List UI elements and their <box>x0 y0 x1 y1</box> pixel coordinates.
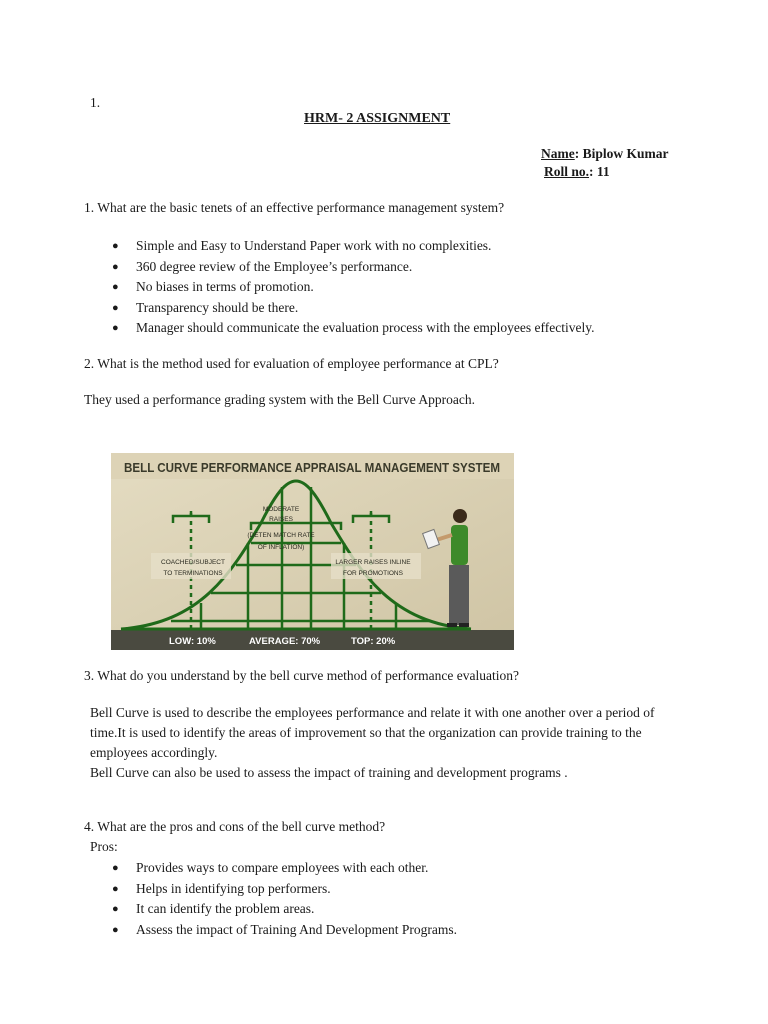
mid-label-line-3: (DETEN MATCH RATE <box>247 532 315 539</box>
question-4: 4. What are the pros and cons of the bell curve method? <box>84 819 386 834</box>
mid-label-line-2: RAISES <box>269 516 293 523</box>
bullet-icon: ● <box>112 301 119 314</box>
bell-curve-figure <box>111 453 514 650</box>
name-value: : Biplow Kumar <box>574 146 669 161</box>
bullet-icon: ● <box>112 882 119 895</box>
bullet-text: 360 degree review of the Employee’s performance. <box>136 258 413 274</box>
list-item <box>112 277 594 298</box>
right-label-line-2: FOR PROMOTIONS <box>343 570 403 577</box>
bullet-icon: ● <box>112 923 119 936</box>
bullet-text: No biases in terms of promotion. <box>136 279 314 294</box>
bullet-text: Transparency should be there. <box>136 299 299 315</box>
mid-label-line-4: OF INFLATION) <box>257 544 305 551</box>
list-item <box>112 920 457 941</box>
bell-curve-illustration <box>111 453 514 650</box>
left-label-line-2: TO TERMINATIONS <box>163 570 223 577</box>
answer-3-paragraph-2: Bell Curve can also be used to assess the impact of training and development programs . <box>90 765 568 780</box>
pros-bullet-list <box>112 858 457 940</box>
answer-3-paragraph-1: Bell Curve is used to describe the employees performance and relate it with one another over a period of time.It is used to identify the areas of improvement so that the organization can provide training to the employees accordingly. <box>90 705 655 760</box>
list-item <box>112 879 457 900</box>
roll-value: : 11 <box>589 164 610 179</box>
bullet-text: Helps in identifying top performers. <box>136 880 331 896</box>
list-item <box>112 298 594 319</box>
right-label-line-1: LARGER RAISES INLINE <box>335 559 411 566</box>
bullet-text: Assess the impact of Training And Development Programs. <box>136 921 457 937</box>
bullet-text: It can identify the problem areas. <box>136 901 315 916</box>
name-line <box>541 146 669 162</box>
list-item <box>112 858 457 879</box>
low-label: LOW: 10% <box>169 636 216 647</box>
page-number: 1. <box>90 95 101 110</box>
bullet-text: Simple and Easy to Understand Paper work with no complexities. <box>136 238 492 253</box>
roll-label: Roll no. <box>544 164 590 179</box>
bullet-icon: ● <box>112 903 119 915</box>
left-label-line-1: COACHED/SUBJECT <box>161 559 225 566</box>
list-item <box>112 257 594 278</box>
bullet-icon: ● <box>112 281 119 293</box>
question-3: 3. What do you understand by the bell curve method of performance evaluation? <box>84 668 519 683</box>
answer-2: They used a performance grading system with the Bell Curve Approach. <box>84 392 476 407</box>
list-item <box>112 899 457 920</box>
pros-label: Pros: <box>90 839 118 854</box>
bullet-icon: ● <box>112 260 119 273</box>
top-label: TOP: 20% <box>351 636 396 647</box>
list-item <box>112 318 594 339</box>
question-1: 1. What are the basic tenets of an effective performance management system? <box>84 200 505 215</box>
question-2: 2. What is the method used for evaluation of employee performance at CPL? <box>84 356 499 371</box>
bullet-icon: ● <box>112 240 119 252</box>
bullet-text: Manager should communicate the evaluation process with the employees effectively. <box>136 320 595 335</box>
q1-bullet-list <box>112 236 594 339</box>
roll-line <box>544 164 610 180</box>
average-label: AVERAGE: 70% <box>249 636 321 647</box>
document-title: HRM- 2 ASSIGNMENT <box>304 111 451 126</box>
figure-title: BELL CURVE PERFORMANCE APPRAISAL MANAGEMENT SYSTEM <box>124 461 500 475</box>
bullet-icon: ● <box>112 322 119 334</box>
bullet-icon: ● <box>112 862 119 874</box>
list-item <box>112 236 594 257</box>
name-label: Name <box>541 146 575 161</box>
bullet-text: Provides ways to compare employees with each other. <box>136 860 429 875</box>
mid-label-line-1: MODERATE <box>262 506 300 513</box>
